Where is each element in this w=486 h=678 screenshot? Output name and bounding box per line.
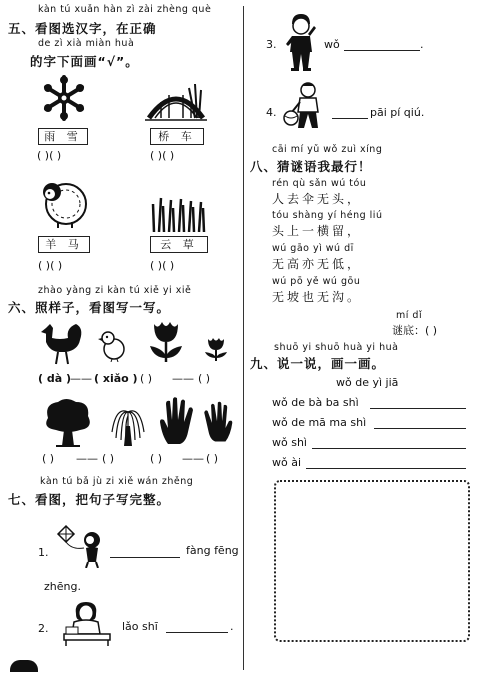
s5-pinyin-a: kàn tú xuǎn hàn zì zài zhèng què bbox=[38, 4, 212, 15]
s5-pinyin-b: de zì xià miàn huà bbox=[38, 38, 135, 49]
s7-item1-tail: fàng fēng bbox=[186, 544, 239, 557]
small-hand-icon bbox=[200, 400, 234, 444]
family-line-2-blank[interactable] bbox=[374, 428, 466, 429]
chick-icon bbox=[98, 330, 128, 362]
boy-ball-icon bbox=[282, 82, 330, 132]
blank-2c[interactable]: ( ) bbox=[150, 452, 163, 465]
riddle-line-3: 无高亦无低， bbox=[272, 257, 363, 271]
s7-item2-number: 2. bbox=[38, 622, 49, 635]
s7-item2-text: lǎo shī bbox=[122, 620, 158, 633]
s9-heading: wǒ de yì jiā bbox=[336, 376, 399, 389]
word-box-bridge-car: 桥 车 bbox=[150, 128, 204, 145]
word-box-sheep-horse: 羊 马 bbox=[38, 236, 90, 253]
teacher-icon bbox=[62, 600, 112, 646]
big-hand-icon bbox=[158, 396, 198, 446]
blank-2a[interactable]: ( ) bbox=[42, 452, 55, 465]
family-line-4-label: wǒ ài bbox=[272, 456, 302, 469]
answer-pinyin: mí dǐ bbox=[396, 310, 423, 321]
word-box-rain-snow: 雨 雪 bbox=[38, 128, 88, 145]
s7-title: 七、看图，把句子写完整。 bbox=[8, 492, 171, 507]
s7-item2-blank[interactable] bbox=[166, 632, 228, 633]
family-line-1-label: wǒ de bà ba shì bbox=[272, 396, 359, 409]
item4-blank[interactable] bbox=[332, 118, 368, 119]
example-small: ( xiǎo ) bbox=[94, 372, 138, 385]
dash-2: —— bbox=[172, 372, 194, 385]
answer-blanks-2[interactable]: ( )( ) bbox=[150, 149, 175, 162]
s5-title-a: 五、看图选汉字，在正确 bbox=[8, 21, 157, 36]
s8-title: 八、猜谜语我最行！ bbox=[250, 159, 372, 174]
s6-title: 六、照样子，看图写一写。 bbox=[8, 300, 171, 315]
s7-item1-cont: zhēng. bbox=[44, 580, 81, 593]
answer-blanks-1[interactable]: ( )( ) bbox=[37, 149, 62, 162]
item3-text: wǒ bbox=[324, 38, 340, 51]
s7-item1-number: 1. bbox=[38, 546, 49, 559]
dash-1: —— bbox=[70, 372, 92, 385]
s7-pinyin: kàn tú bǎ jù zi xiě wán zhěng bbox=[40, 476, 194, 487]
family-line-2-label: wǒ de mā ma shì bbox=[272, 416, 367, 429]
word-box-cloud-grass: 云 草 bbox=[150, 236, 208, 253]
riddle-py-1: rén qù sǎn wú tóu bbox=[272, 178, 367, 189]
riddle-py-2: tóu shàng yí héng liú bbox=[272, 210, 383, 221]
sheep-icon bbox=[38, 176, 92, 230]
s6-pinyin: zhào yàng zi kàn tú xiě yi xiě bbox=[38, 285, 192, 296]
item3-blank[interactable] bbox=[344, 50, 420, 51]
willow-tree-icon bbox=[108, 402, 148, 448]
snowflake-icon bbox=[40, 74, 88, 122]
dash-4: —— bbox=[182, 452, 204, 465]
bridge-icon bbox=[145, 80, 207, 122]
riddle-py-3: wú gāo yì wú dī bbox=[272, 243, 354, 254]
example-big: ( dà ) bbox=[38, 372, 72, 385]
drawing-area[interactable] bbox=[274, 480, 470, 642]
s5-title-b: 的字下面画“√”。 bbox=[30, 54, 139, 69]
riddle-py-4: wú pō yě wú gōu bbox=[272, 276, 361, 287]
column-divider bbox=[243, 6, 244, 670]
riddle-line-4: 无坡也无沟。 bbox=[272, 290, 363, 304]
answer-blanks-3[interactable]: ( )( ) bbox=[38, 259, 63, 272]
blank-2d[interactable]: ( ) bbox=[206, 452, 219, 465]
blank-1b[interactable]: ( ) bbox=[198, 372, 211, 385]
family-line-3-blank[interactable] bbox=[312, 448, 466, 449]
small-flower-icon bbox=[204, 336, 228, 362]
s9-pinyin: shuō yi shuō huà yi huà bbox=[274, 342, 399, 353]
rooster-icon bbox=[38, 322, 84, 366]
big-tree-icon bbox=[42, 398, 94, 448]
blank-2b[interactable]: ( ) bbox=[102, 452, 115, 465]
answer-blank[interactable]: 谜底：( ) bbox=[392, 324, 438, 337]
s9-title: 九、说一说，画一画。 bbox=[250, 356, 386, 371]
answer-blanks-4[interactable]: ( )( ) bbox=[150, 259, 175, 272]
family-line-3-label: wǒ shì bbox=[272, 436, 307, 449]
s8-pinyin: cāi mí yǔ wǒ zuì xíng bbox=[272, 144, 383, 155]
riddle-line-1: 人去伞无头， bbox=[272, 192, 363, 206]
dash-3: —— bbox=[76, 452, 98, 465]
riddle-line-2: 头上一横留， bbox=[272, 224, 363, 238]
monkey-kite-icon bbox=[54, 524, 106, 568]
page-corner-decoration bbox=[10, 660, 38, 672]
big-flower-icon bbox=[148, 318, 184, 364]
s7-item2-end: . bbox=[230, 620, 234, 633]
family-line-1-blank[interactable] bbox=[370, 408, 466, 409]
blank-1a[interactable]: ( ) bbox=[140, 372, 153, 385]
family-line-4-blank[interactable] bbox=[306, 468, 466, 469]
boy-icon bbox=[284, 14, 318, 72]
s7-item1-blank[interactable] bbox=[110, 557, 180, 558]
item4-text: pāi pí qiú. bbox=[370, 106, 425, 119]
item3-end: . bbox=[420, 38, 424, 51]
grass-icon bbox=[150, 196, 208, 232]
item3-number: 3. bbox=[266, 38, 277, 51]
item4-number: 4. bbox=[266, 106, 277, 119]
